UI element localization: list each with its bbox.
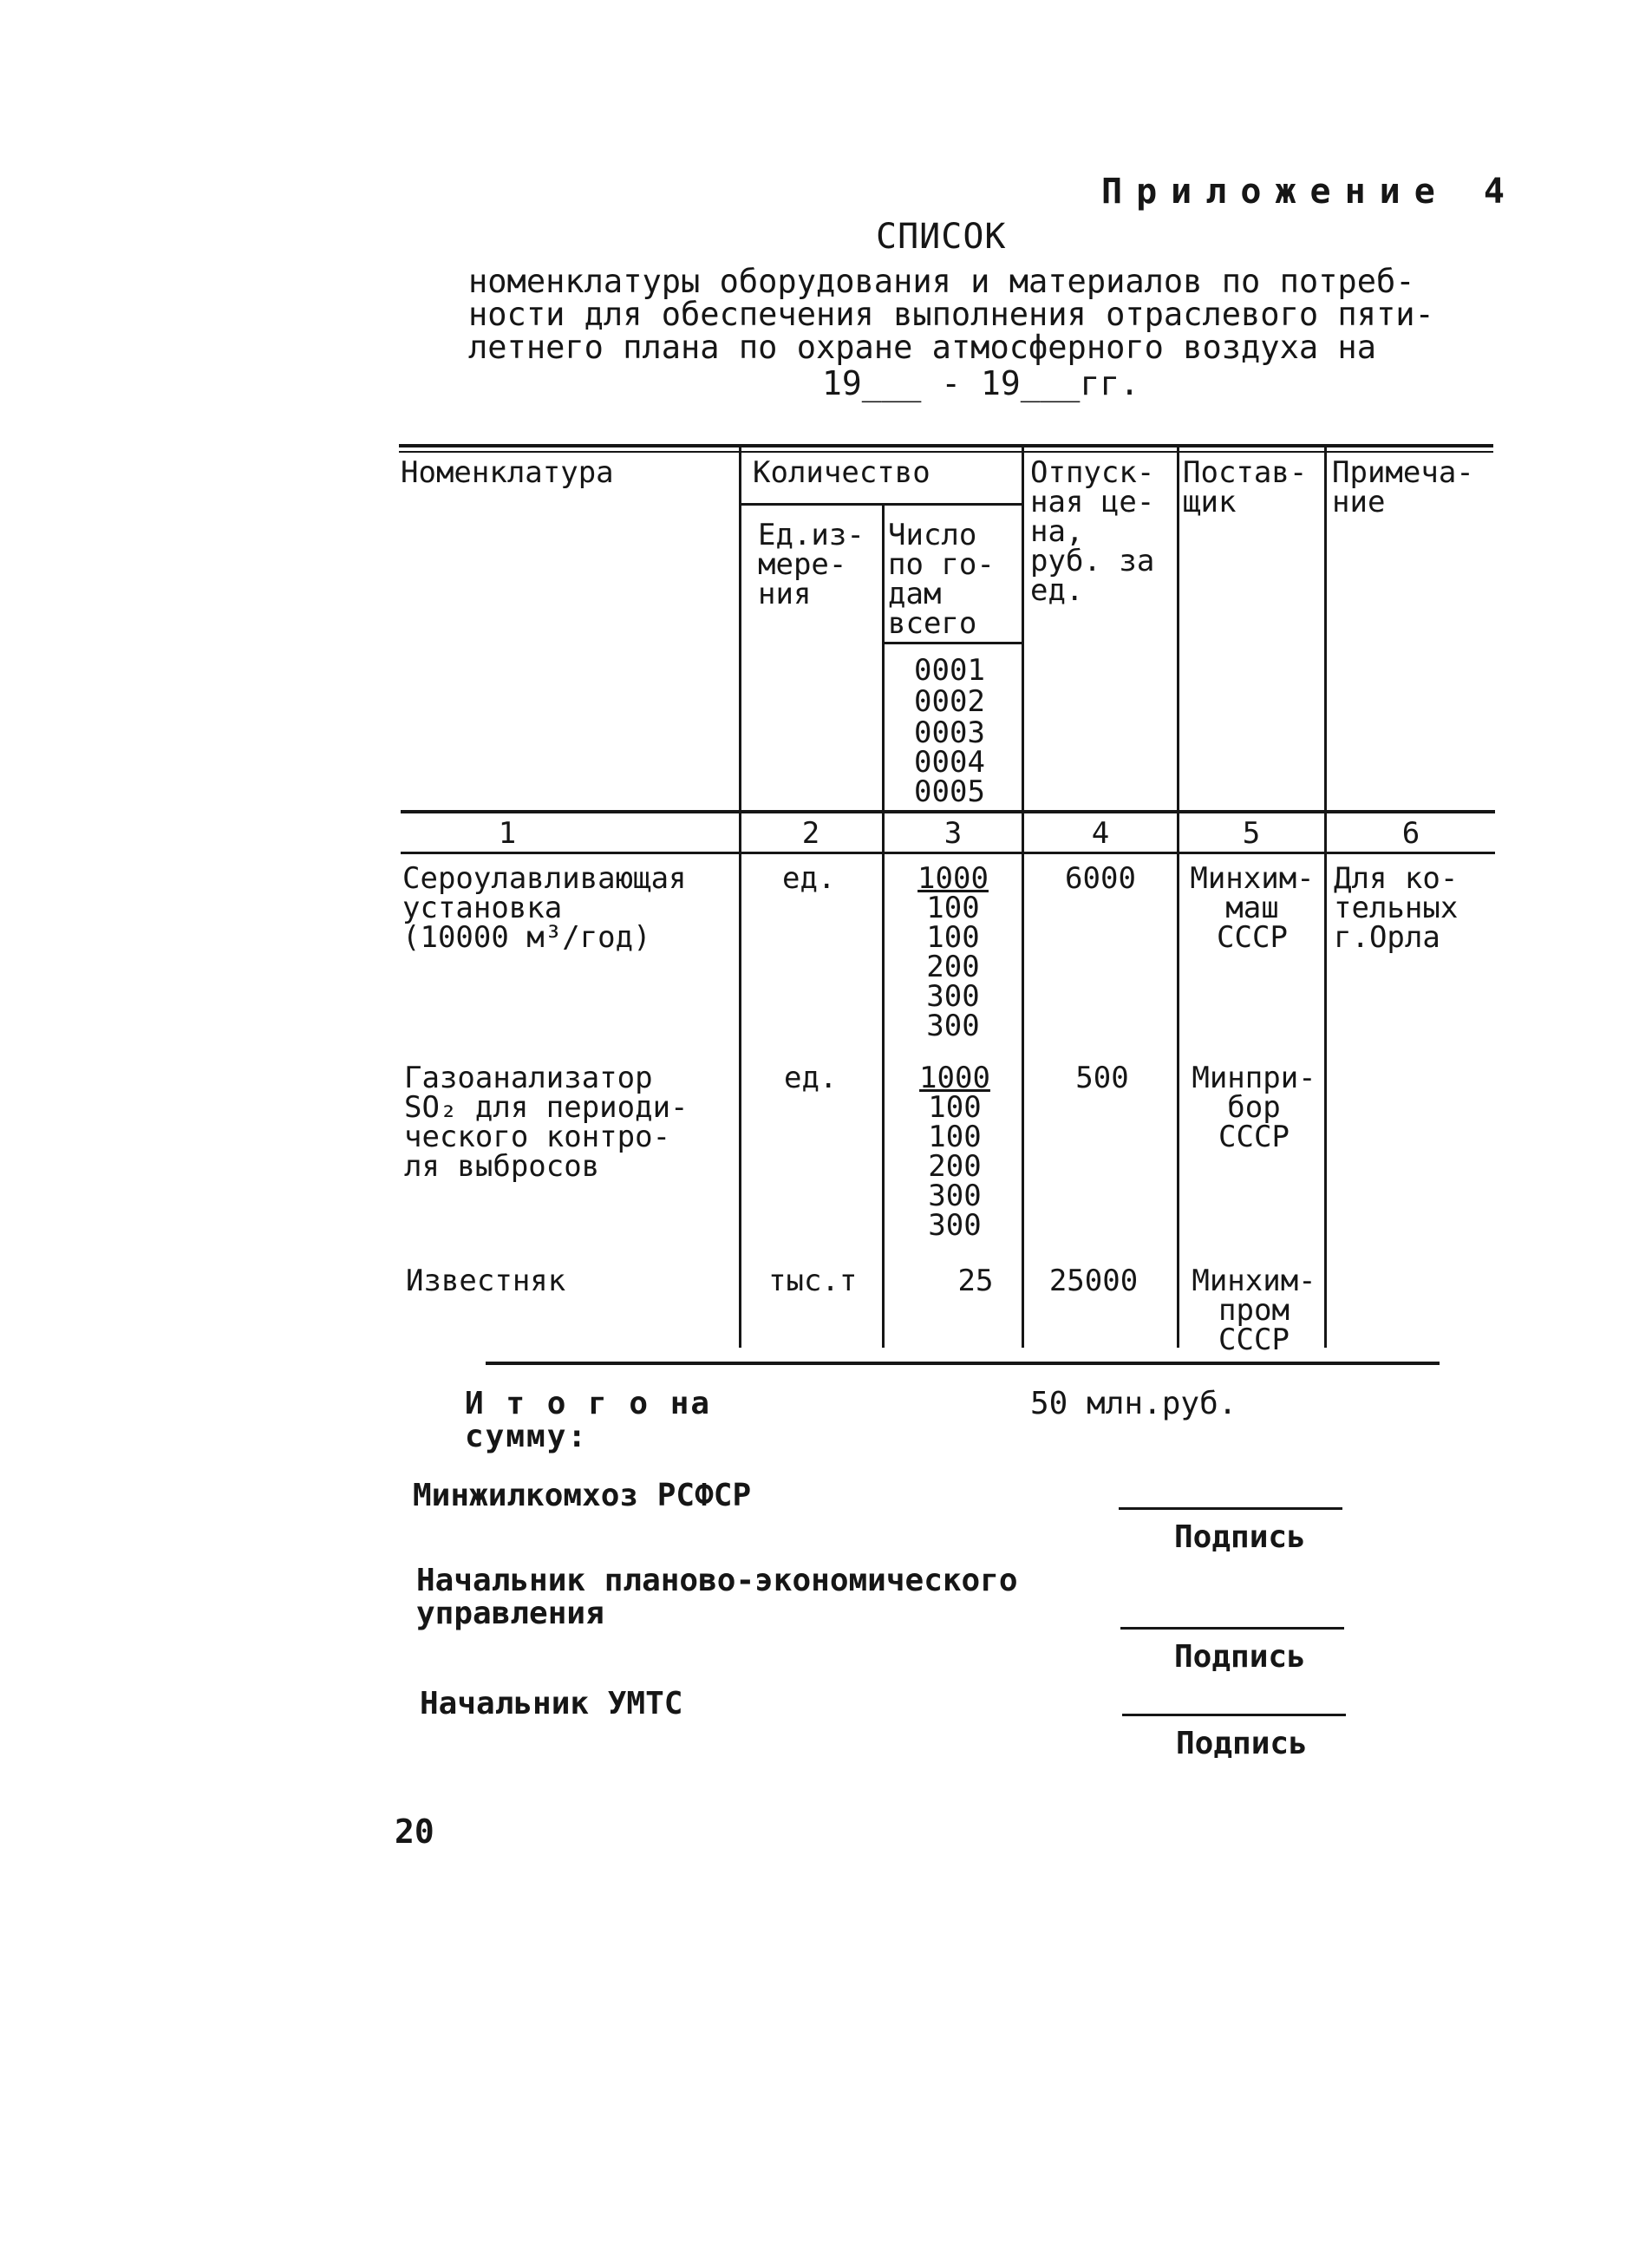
signature-label: Подпись xyxy=(1174,1519,1306,1555)
row-year-value: 100 xyxy=(928,1090,982,1125)
col-divider-2 xyxy=(882,503,885,1348)
header-quantity: Количество xyxy=(753,455,930,490)
column-number: 3 xyxy=(944,816,963,851)
row-supplier: Минхим- маш СССР xyxy=(1190,861,1315,955)
row-unit: ед. xyxy=(782,861,836,896)
signature-label: Подпись xyxy=(1174,1639,1306,1675)
header-note: Примеча- ние xyxy=(1332,455,1474,519)
row-year-value: 300 xyxy=(926,1009,980,1043)
year-code: 0003 xyxy=(914,715,985,750)
document-subtitle: номенклатуры оборудования и материалов по потреб- ности для обеспечения выполнения отраслевого пяти- летнего плана по охране атмосферного воздуха на xyxy=(468,263,1434,366)
quantity-subheader-rule xyxy=(739,503,1023,506)
row-name: Газоанализатор SO₂ для периоди- ческого контро- ля выбросов xyxy=(404,1061,689,1184)
colnum-bottom-rule xyxy=(401,852,1495,854)
col-divider-5 xyxy=(1324,447,1327,1348)
col-divider-4 xyxy=(1177,447,1179,1348)
total-value: 50 млн.руб. xyxy=(1030,1386,1237,1421)
row-price: 6000 xyxy=(1065,861,1136,896)
row-price: 25000 xyxy=(1048,1264,1139,1298)
row-year-value: 200 xyxy=(928,1149,982,1184)
signature-line xyxy=(1119,1507,1342,1510)
header-supplier: Постав- щик xyxy=(1183,455,1308,519)
row-unit: тыс.т xyxy=(768,1264,858,1298)
column-number: 5 xyxy=(1242,816,1261,851)
row-year-value: 300 xyxy=(926,979,980,1014)
document-title: СПИСОК xyxy=(876,217,1007,257)
table-bottom-rule xyxy=(486,1362,1440,1365)
row-year-value: 100 xyxy=(926,920,980,955)
colnum-top-rule xyxy=(401,810,1495,813)
row-price: 500 xyxy=(1075,1061,1129,1095)
year-code: 0001 xyxy=(914,653,985,688)
signature-org: Начальник УМТС xyxy=(420,1686,683,1721)
signature-label: Подпись xyxy=(1176,1726,1308,1761)
header-price: Отпуск- ная це- на, руб. за ед. xyxy=(1030,455,1155,608)
column-number: 4 xyxy=(1091,816,1110,851)
row-year-value: 100 xyxy=(928,1120,982,1154)
row-year-value: 200 xyxy=(926,950,980,984)
appendix-label: Приложение 4 xyxy=(1101,172,1518,212)
page-number: 20 xyxy=(395,1813,434,1851)
signature-org: Начальник планово-экономического управления xyxy=(416,1563,1018,1631)
row-supplier: Минпри- бор СССР xyxy=(1192,1061,1316,1154)
header-unit: Ед.из- мере- ния xyxy=(758,518,865,611)
years-range: 19___ - 19___гг. xyxy=(822,364,1140,402)
signature-line xyxy=(1122,1714,1346,1716)
header-nomenclature: Номенклатура xyxy=(401,455,614,490)
year-code: 0004 xyxy=(914,745,985,780)
column-number: 6 xyxy=(1401,816,1420,851)
row-total: 25 xyxy=(957,1264,994,1298)
row-year-value: 300 xyxy=(928,1179,982,1213)
column-number: 2 xyxy=(801,816,820,851)
header-count: Число по го- дам всего xyxy=(888,518,995,641)
count-total-rule xyxy=(882,642,1023,644)
signature-org: Минжилкомхоз РСФСР xyxy=(413,1478,752,1513)
row-total: 1000 xyxy=(917,861,989,896)
row-name: Известняк xyxy=(406,1264,566,1298)
row-total: 1000 xyxy=(919,1061,990,1095)
row-note: Для ко- тельных г.Орла xyxy=(1334,861,1459,955)
table-top-rule-2 xyxy=(399,451,1493,453)
row-year-value: 100 xyxy=(926,891,980,925)
row-name: Сероулавливающая установка (10000 м³/год) xyxy=(402,861,687,955)
year-code: 0005 xyxy=(914,774,985,809)
total-label: И т о г о на сумму: xyxy=(465,1386,712,1454)
col-divider-3 xyxy=(1022,447,1024,1348)
col-divider-1 xyxy=(739,447,741,1348)
row-year-value: 300 xyxy=(928,1208,982,1243)
column-number: 1 xyxy=(498,816,517,851)
signature-line xyxy=(1120,1627,1344,1630)
row-supplier: Минхим- пром СССР xyxy=(1192,1264,1316,1357)
year-code: 0002 xyxy=(914,684,985,719)
table-top-rule xyxy=(399,444,1493,447)
row-unit: ед. xyxy=(784,1061,838,1095)
